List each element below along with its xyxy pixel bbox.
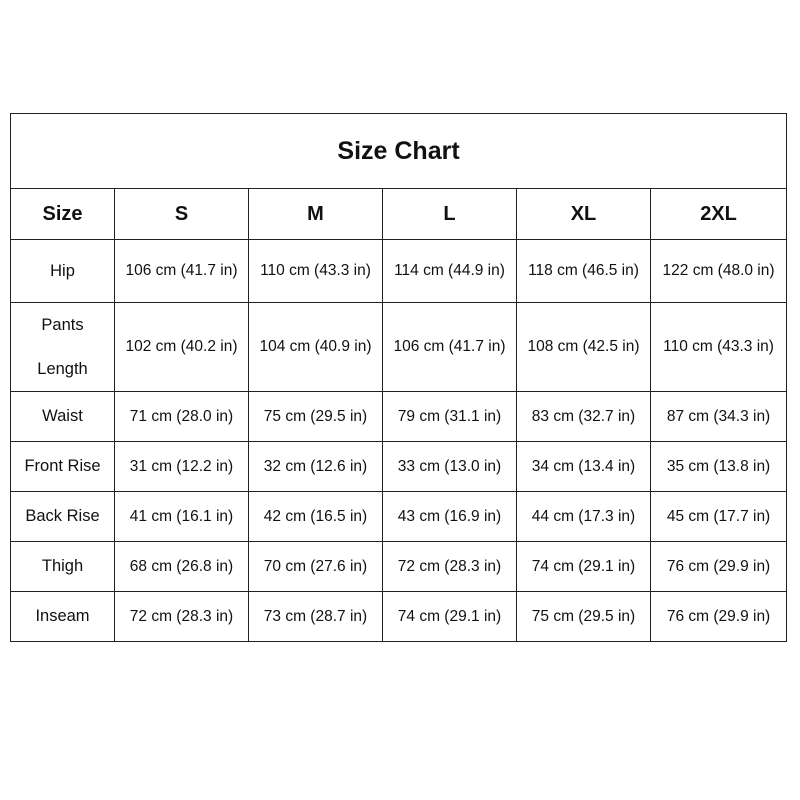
row-inseam (11, 592, 787, 642)
row-label-line1: Pants (41, 316, 84, 334)
table-cell: 75 cm (29.5 in) (517, 592, 651, 642)
table-cell: 70 cm (27.6 in) (249, 542, 383, 592)
table-cell: 76 cm (29.9 in) (651, 592, 787, 642)
row-label: Front Rise (11, 442, 115, 492)
row-label: Hip (11, 240, 115, 303)
header-size-xl: XL (517, 189, 651, 240)
table-cell: 74 cm (29.1 in) (383, 592, 517, 642)
table-cell: 106 cm (41.7 in) (115, 240, 249, 303)
row-back-rise (11, 492, 787, 542)
table-cell: 42 cm (16.5 in) (249, 492, 383, 542)
header-size: Size (11, 189, 115, 240)
table-cell: 35 cm (13.8 in) (651, 442, 787, 492)
row-label: Thigh (11, 542, 115, 592)
size-chart-table (10, 113, 787, 642)
table-cell: 114 cm (44.9 in) (383, 240, 517, 303)
row-label-line2: Length (37, 360, 88, 378)
table-cell: 108 cm (42.5 in) (517, 303, 651, 392)
table-cell: 106 cm (41.7 in) (383, 303, 517, 392)
row-label: Waist (11, 392, 115, 442)
chart-title: Size Chart (11, 114, 787, 189)
table-cell: 87 cm (34.3 in) (651, 392, 787, 442)
row-front-rise (11, 442, 787, 492)
row-label (11, 303, 115, 392)
table-cell: 33 cm (13.0 in) (383, 442, 517, 492)
table-cell: 41 cm (16.1 in) (115, 492, 249, 542)
table-cell: 73 cm (28.7 in) (249, 592, 383, 642)
table-cell: 31 cm (12.2 in) (115, 442, 249, 492)
table-cell: 83 cm (32.7 in) (517, 392, 651, 442)
header-row (11, 189, 787, 240)
row-label: Inseam (11, 592, 115, 642)
row-waist (11, 392, 787, 442)
header-size-2xl: 2XL (651, 189, 787, 240)
header-size-m: M (249, 189, 383, 240)
table-cell: 118 cm (46.5 in) (517, 240, 651, 303)
table-cell: 76 cm (29.9 in) (651, 542, 787, 592)
row-label: Back Rise (11, 492, 115, 542)
table-cell: 44 cm (17.3 in) (517, 492, 651, 542)
table-cell: 110 cm (43.3 in) (651, 303, 787, 392)
row-pants-length (11, 303, 787, 392)
table-cell: 102 cm (40.2 in) (115, 303, 249, 392)
header-size-s: S (115, 189, 249, 240)
table-cell: 74 cm (29.1 in) (517, 542, 651, 592)
table-cell: 71 cm (28.0 in) (115, 392, 249, 442)
row-hip (11, 240, 787, 303)
header-size-l: L (383, 189, 517, 240)
row-thigh (11, 542, 787, 592)
table-cell: 122 cm (48.0 in) (651, 240, 787, 303)
table-cell: 32 cm (12.6 in) (249, 442, 383, 492)
table-cell: 72 cm (28.3 in) (115, 592, 249, 642)
table-cell: 104 cm (40.9 in) (249, 303, 383, 392)
table-cell: 75 cm (29.5 in) (249, 392, 383, 442)
table-cell: 43 cm (16.9 in) (383, 492, 517, 542)
table-cell: 34 cm (13.4 in) (517, 442, 651, 492)
table-cell: 45 cm (17.7 in) (651, 492, 787, 542)
table-cell: 79 cm (31.1 in) (383, 392, 517, 442)
table-cell: 110 cm (43.3 in) (249, 240, 383, 303)
table-cell: 72 cm (28.3 in) (383, 542, 517, 592)
table-cell: 68 cm (26.8 in) (115, 542, 249, 592)
